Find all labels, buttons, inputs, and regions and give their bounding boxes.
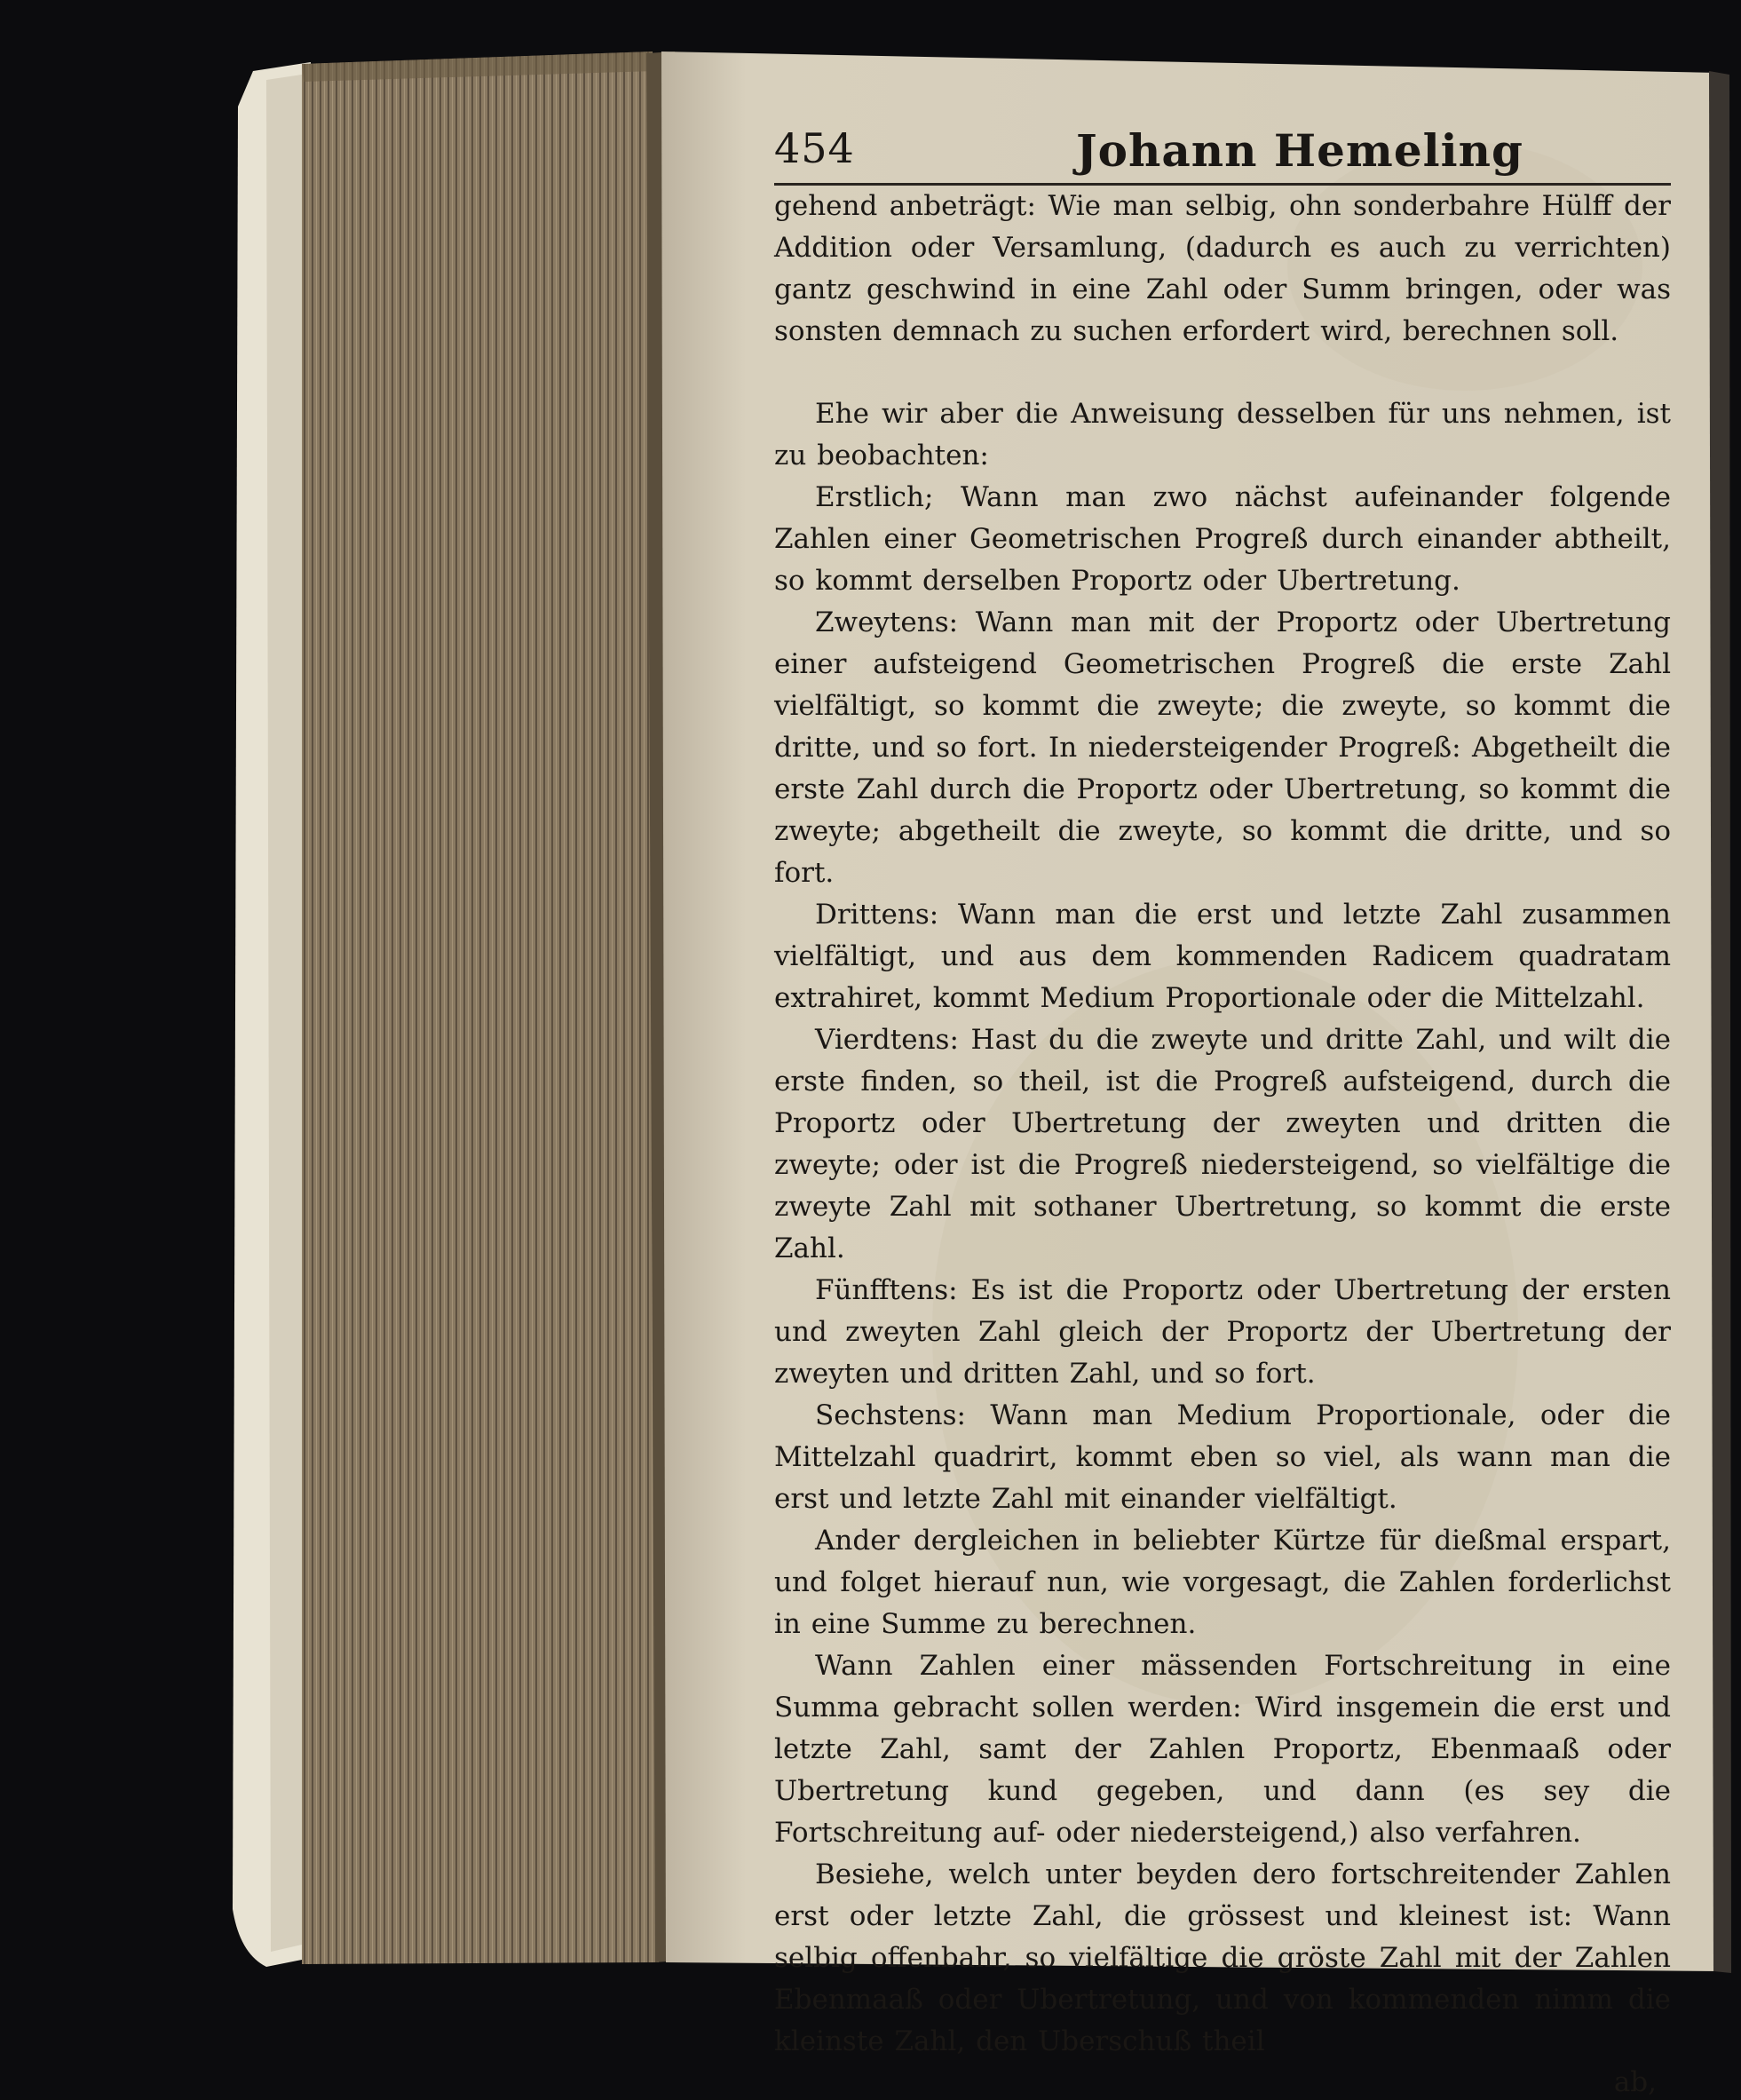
paragraph-ander: Ander dergleichen in beliebter Kürtze für dießmal erspart, und folget hierauf nun, wie vorgesagt, die Zahlen forderlichst in eine Summe zu berechnen. — [774, 1525, 1671, 1640]
section-gap — [774, 353, 1671, 393]
page-text-block — [774, 124, 1671, 2100]
paragraph-wann-zahlen: Wann Zahlen einer mässenden Fortschreitung in eine Summa gebracht sollen werden: Wird insgemein die erst und letzte Zahl, samt der Zahlen Proportz, Ebenmaaß oder Ubertretung kund gegeben, und dann (es sey die Fortschreitung auf- oder niedersteigend,) also verfahren. — [774, 1650, 1671, 1849]
paragraph-drittens: Drittens: Wann man die erst und letzte Zahl zusammen vielfältigt, und aus dem kommenden Radicem quadratam extrahiret, kommt Medium Proportionale oder die Mittelzahl. — [774, 899, 1671, 1014]
running-title: Johann Hemeling — [1076, 124, 1523, 177]
paragraph-zweytens: Zweytens: Wann man mit der Proportz oder Ubertretung einer aufsteigend Geometrischen Progreß die erste Zahl vielfältigt, so kommt die zweyte; die zweyte, so kommt die dritte, und so fort. In niedersteigender Progreß: Abgetheilt die erste Zahl durch die Proportz oder Ubertretung, so kommt die zweyte; abgetheilt die zweyte, so kommt die dritte, und so fort. — [774, 606, 1671, 889]
paragraph-vierdtens: Vierdtens: Hast du die zweyte und dritte Zahl, und wilt die erste finden, so theil, ist die Progreß aufsteigend, durch die Proportz oder Ubertretung der zweyten und dritten die zweyte; oder ist die Progreß niedersteigend, so vielfältige die zweyte Zahl mit sothaner Ubertretung, so kommt die erste Zahl. — [774, 1024, 1671, 1264]
running-head — [774, 124, 1671, 186]
paragraph-intro: Ehe wir aber die Anweisung desselben für uns nehmen, ist zu beobachten: — [774, 398, 1671, 472]
catchword: ab, — [1613, 2066, 1657, 2098]
paragraph-sechstens: Sechstens: Wann man Medium Proportionale, oder die Mittelzahl quadrirt, kommt eben so viel, als wann man die erst und letzte Zahl mit einander vielfältigt. — [774, 1399, 1671, 1515]
paragraph-besiehe: Besiehe, welch unter beyden dero fortschreitender Zahlen erst oder letzte Zahl, die grössest und kleinest ist: Wann selbig offenbahr, so vielfältige die gröste Zahl mit der Zahlen Ebenmaaß oder Ubertretung, und von kommenden nimm die kleinste Zahl, den Uberschuß theil — [774, 1858, 1671, 2057]
paragraph-continuation: gehend anbeträgt: Wie man selbig, ohn sonderbahre Hülff der Addition oder Versamlung, (dadurch es auch zu verrichten) gantz geschwind in eine Zahl oder Summ bringen, oder was sonsten demnach zu suchen erfordert wird, berechnen soll. — [774, 190, 1671, 347]
paragraph-fuenfftens: Fünfftens: Es ist die Proportz oder Ubertretung der ersten und zweyten Zahl gleich der Proportz der Ubertretung der zweyten und dritten Zahl, und so fort. — [774, 1274, 1671, 1390]
paragraph-erstlich: Erstlich; Wann man zwo nächst aufeinander folgende Zahlen einer Geometrischen Progreß durch einander abtheilt, so kommt derselben Proportz oder Ubertretung. — [774, 481, 1671, 597]
page-number: 454 — [774, 124, 855, 172]
